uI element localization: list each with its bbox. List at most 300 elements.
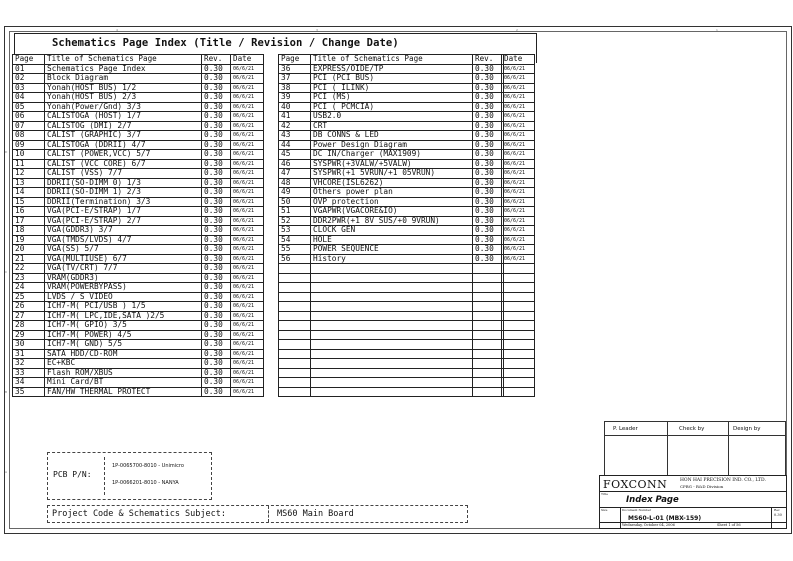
page-number: 30 — [13, 340, 45, 350]
page-title-cell: ICH7-M( POWER) 4/5 — [45, 330, 202, 340]
page-number: 04 — [13, 93, 45, 103]
table-row — [13, 169, 264, 179]
empty-row — [279, 349, 535, 359]
page-number: 08 — [13, 131, 45, 141]
date-cell: 06/6/21 — [231, 216, 264, 226]
page-number: 05 — [13, 102, 45, 112]
page-title-cell: CALISTOGA (DDRII) 4/7 — [45, 140, 202, 150]
zone-marker-side: B — [5, 390, 8, 394]
table-row — [13, 188, 264, 198]
table-row — [13, 74, 264, 84]
page-title-cell: DDRII(SO-DIMM 0) 1/3 — [45, 178, 202, 188]
zone-marker-side: C — [5, 270, 8, 274]
page-title-cell: ICH7-M( LPC,IDE,SATA )2/5 — [45, 311, 202, 321]
page-title-cell: Yonah(HOST BUS) 1/2 — [45, 83, 202, 93]
empty-cell — [504, 93, 535, 103]
page-title-cell: DB CONNS & LED — [311, 131, 473, 141]
empty-row — [504, 169, 535, 179]
page-title-cell: PCI (MS) — [311, 93, 473, 103]
revision-cell: 0.30 — [473, 131, 502, 141]
empty-row — [504, 321, 535, 331]
table-row — [13, 321, 264, 331]
company-division: CPBG - R&D Division — [680, 484, 724, 489]
revision-cell: 0.30 — [202, 292, 231, 302]
page-title-cell: VGA(SS) 5/7 — [45, 245, 202, 255]
table-row — [13, 264, 264, 274]
empty-row — [504, 264, 535, 274]
empty-row — [504, 235, 535, 245]
empty-cell — [504, 340, 535, 350]
page-number: 10 — [13, 150, 45, 160]
table-row — [13, 283, 264, 293]
empty-row — [504, 55, 535, 65]
page-number: 14 — [13, 188, 45, 198]
table-row — [279, 121, 535, 131]
empty-row — [279, 359, 535, 369]
page-number: 49 — [279, 188, 311, 198]
empty-cell — [504, 349, 535, 359]
table-row — [13, 387, 264, 397]
date-cell: 06/6/21 — [502, 235, 535, 245]
page-title: Schematics Page Index (Title / Revision / Change Date) — [52, 37, 399, 49]
signoff-rule — [605, 435, 785, 436]
date-cell: 06/6/21 — [231, 387, 264, 397]
revision-cell: 0.30 — [202, 254, 231, 264]
column-header-title: Title of Schematics Page — [311, 55, 473, 65]
revision-cell: 0.30 — [202, 64, 231, 74]
revision-cell: 0.30 — [202, 188, 231, 198]
revision-cell: 0.30 — [473, 112, 502, 122]
page-title-cell: EXPRESS/OIDE/TP — [311, 64, 473, 74]
empty-row — [504, 112, 535, 122]
revision-cell: 0.30 — [473, 64, 502, 74]
table-row — [279, 74, 535, 84]
revision-cell: 0.30 — [473, 150, 502, 160]
date-cell: 06/6/21 — [502, 178, 535, 188]
revision-cell: 0.30 — [473, 235, 502, 245]
page-number: 24 — [13, 283, 45, 293]
date-cell: 06/6/21 — [502, 226, 535, 236]
date-cell: 06/6/21 — [231, 273, 264, 283]
page-title-cell: SYSPWR(+1 5VRUN/+1 05VRUN) — [311, 169, 473, 179]
page-number: 07 — [13, 121, 45, 131]
page-title-cell: VRAM(GDDR3) — [45, 273, 202, 283]
page-number: 01 — [13, 64, 45, 74]
table-row — [13, 150, 264, 160]
empty-row — [279, 387, 535, 397]
empty-row — [504, 74, 535, 84]
table-row — [13, 121, 264, 131]
revision-cell: 0.30 — [202, 226, 231, 236]
empty-cell — [504, 159, 535, 169]
page-number: 25 — [13, 292, 45, 302]
empty-cell — [311, 292, 473, 302]
page-number: 37 — [279, 74, 311, 84]
page-name: Index Page — [626, 495, 679, 505]
revision-cell: 0.30 — [202, 216, 231, 226]
table-row — [13, 112, 264, 122]
empty-cell — [311, 264, 473, 274]
project-box — [47, 505, 468, 523]
page-title-cell: History — [311, 254, 473, 264]
empty-cell — [473, 340, 502, 350]
revision-cell: 0.30 — [202, 159, 231, 169]
empty-cell — [279, 283, 311, 293]
rev-value: 0.30 — [774, 513, 782, 517]
table-row — [279, 169, 535, 179]
empty-cell — [504, 387, 535, 397]
page-title-cell: Schematics Page Index — [45, 64, 202, 74]
page-title-cell: Flash ROM/XBUS — [45, 368, 202, 378]
page-number: 22 — [13, 264, 45, 274]
empty-row — [504, 64, 535, 74]
date-cell: 06/6/21 — [502, 140, 535, 150]
empty-cell — [504, 178, 535, 188]
revision-cell: 0.30 — [202, 340, 231, 350]
revision-cell: 0.30 — [473, 245, 502, 255]
date-cell: 06/6/21 — [502, 207, 535, 217]
title-block-divider — [620, 507, 621, 528]
empty-row — [504, 102, 535, 112]
page-title-cell: PCI (PCI BUS) — [311, 74, 473, 84]
page-number: 16 — [13, 207, 45, 217]
revision-cell: 0.30 — [473, 188, 502, 198]
table-row — [13, 292, 264, 302]
empty-cell — [279, 359, 311, 369]
revision-cell: 0.30 — [202, 359, 231, 369]
empty-cell — [279, 273, 311, 283]
empty-cell — [279, 302, 311, 312]
table-row — [13, 131, 264, 141]
date-cell: 06/6/21 — [231, 150, 264, 160]
empty-row — [504, 178, 535, 188]
revision-cell: 0.30 — [202, 93, 231, 103]
zone-marker-top: 2 — [516, 28, 518, 32]
empty-row — [504, 131, 535, 141]
page-number: 20 — [13, 245, 45, 255]
table-row — [13, 159, 264, 169]
empty-cell — [504, 140, 535, 150]
page-title-cell: CALISTOGA (HOST) 1/7 — [45, 112, 202, 122]
page-number: 18 — [13, 226, 45, 236]
empty-row — [504, 283, 535, 293]
page-number: 03 — [13, 83, 45, 93]
empty-cell — [504, 273, 535, 283]
date-cell: 06/6/21 — [231, 302, 264, 312]
page-title-cell: PCI ( PCMCIA) — [311, 102, 473, 112]
page-title-cell: CALIST (VCC CORE) 6/7 — [45, 159, 202, 169]
page-number: 46 — [279, 159, 311, 169]
title-field-label: Title — [601, 492, 608, 496]
table-row — [279, 188, 535, 198]
date-cell: 06/6/21 — [231, 245, 264, 255]
empty-row — [279, 378, 535, 388]
date-value: Wednesday, October 04, 2006 — [622, 523, 675, 527]
revision-cell: 0.30 — [202, 207, 231, 217]
company-logo: FOXCONN — [603, 478, 668, 491]
page-title-cell: SATA HDD/CD-ROM — [45, 349, 202, 359]
page-number: 19 — [13, 235, 45, 245]
page-title-cell: VRAM(POWERBYPASS) — [45, 283, 202, 293]
empty-row — [504, 330, 535, 340]
revision-cell: 0.30 — [202, 321, 231, 331]
page-number: 54 — [279, 235, 311, 245]
empty-cell — [504, 330, 535, 340]
page-title-cell: CALISTOG (DMI) 2/7 — [45, 121, 202, 131]
page-title-cell: FAN/HW THERMAL PROTECT — [45, 387, 202, 397]
empty-cell — [473, 349, 502, 359]
empty-row — [504, 292, 535, 302]
table-row — [279, 112, 535, 122]
page-number: 43 — [279, 131, 311, 141]
page-title-cell: EC+KBC — [45, 359, 202, 369]
revision-cell: 0.30 — [202, 197, 231, 207]
table-row — [279, 197, 535, 207]
empty-row — [279, 302, 535, 312]
table-row — [279, 178, 535, 188]
revision-cell: 0.30 — [202, 74, 231, 84]
page-number: 36 — [279, 64, 311, 74]
page-number: 39 — [279, 93, 311, 103]
project-divider — [268, 506, 270, 522]
empty-cell — [504, 216, 535, 226]
table-row — [13, 378, 264, 388]
page-number: 45 — [279, 150, 311, 160]
revision-cell: 0.30 — [202, 349, 231, 359]
table-row — [13, 83, 264, 93]
revision-cell: 0.30 — [473, 216, 502, 226]
revision-cell: 0.30 — [202, 378, 231, 388]
table-row — [279, 102, 535, 112]
page-number: 51 — [279, 207, 311, 217]
empty-cell — [311, 321, 473, 331]
date-cell: 06/6/21 — [231, 112, 264, 122]
table-row — [13, 197, 264, 207]
empty-cell — [504, 264, 535, 274]
empty-cell — [279, 368, 311, 378]
page-number: 55 — [279, 245, 311, 255]
empty-cell — [311, 311, 473, 321]
header-row — [13, 55, 264, 65]
page-number: 44 — [279, 140, 311, 150]
empty-row — [279, 340, 535, 350]
empty-cell — [504, 188, 535, 198]
empty-cell — [279, 330, 311, 340]
revision-cell: 0.30 — [202, 283, 231, 293]
empty-cell — [504, 131, 535, 141]
empty-cell — [473, 292, 502, 302]
empty-cell — [504, 283, 535, 293]
page-number: 26 — [13, 302, 45, 312]
empty-row — [504, 188, 535, 198]
page-title-cell: CALIST (GRAPHIC) 3/7 — [45, 131, 202, 141]
index-table-left — [12, 54, 264, 397]
empty-row — [504, 340, 535, 350]
table-row — [279, 93, 535, 103]
page-number: 29 — [13, 330, 45, 340]
table-row — [13, 273, 264, 283]
project-label: Project Code & Schematics Subject: — [52, 509, 226, 519]
date-cell: 06/6/21 — [231, 235, 264, 245]
page-number: 42 — [279, 121, 311, 131]
empty-row — [504, 349, 535, 359]
empty-cell — [311, 359, 473, 369]
date-cell: 06/6/21 — [231, 311, 264, 321]
empty-row — [504, 150, 535, 160]
table-row — [13, 64, 264, 74]
column-header-rev: Rev. — [473, 55, 502, 65]
empty-cell — [311, 378, 473, 388]
empty-cell — [279, 321, 311, 331]
empty-cell — [473, 387, 502, 397]
date-cell: 06/6/21 — [231, 131, 264, 141]
page-number: 50 — [279, 197, 311, 207]
page-title-cell: DDRII(Termination) 3/3 — [45, 197, 202, 207]
page-number: 33 — [13, 368, 45, 378]
empty-cell — [279, 387, 311, 397]
date-cell: 06/6/21 — [502, 102, 535, 112]
revision-cell: 0.30 — [202, 245, 231, 255]
empty-cell — [473, 311, 502, 321]
date-cell: 06/6/21 — [502, 169, 535, 179]
sheet-value: Sheet 1 of 56 — [717, 523, 741, 527]
date-cell: 06/6/21 — [231, 169, 264, 179]
empty-cell — [473, 359, 502, 369]
empty-row — [504, 216, 535, 226]
date-cell: 06/6/21 — [231, 359, 264, 369]
page-title-cell: Block Diagram — [45, 74, 202, 84]
empty-row — [504, 368, 535, 378]
page-number: 31 — [13, 349, 45, 359]
doc-number: MS60-L-01 (MBX-159) — [628, 515, 702, 522]
empty-row — [504, 273, 535, 283]
revision-cell: 0.30 — [202, 121, 231, 131]
revision-cell: 0.30 — [473, 197, 502, 207]
table-row — [13, 302, 264, 312]
page-title-cell: OVP protection — [311, 197, 473, 207]
empty-row — [279, 292, 535, 302]
empty-cell — [504, 368, 535, 378]
empty-cell — [279, 340, 311, 350]
date-cell: 06/6/21 — [231, 254, 264, 264]
empty-cell — [279, 349, 311, 359]
table-row — [13, 254, 264, 264]
empty-cell — [279, 311, 311, 321]
revision-cell: 0.30 — [473, 93, 502, 103]
date-cell: 06/6/21 — [231, 178, 264, 188]
table-row — [13, 140, 264, 150]
page-number: 52 — [279, 216, 311, 226]
empty-row — [504, 93, 535, 103]
empty-cell — [504, 112, 535, 122]
empty-cell — [504, 121, 535, 131]
page-title-cell: POWER SEQUENCE — [311, 245, 473, 255]
date-cell: 06/6/21 — [231, 349, 264, 359]
date-cell: 06/6/21 — [502, 150, 535, 160]
empty-row — [504, 207, 535, 217]
page-number: 06 — [13, 112, 45, 122]
empty-cell — [311, 273, 473, 283]
date-cell: 06/6/21 — [231, 188, 264, 198]
page-title-cell: ICH7-M( GPIO) 3/5 — [45, 321, 202, 331]
empty-cell — [504, 245, 535, 255]
table-row — [13, 178, 264, 188]
revision-cell: 0.30 — [473, 178, 502, 188]
empty-cell — [504, 83, 535, 93]
revision-cell: 0.30 — [202, 140, 231, 150]
date-cell: 06/6/21 — [231, 159, 264, 169]
revision-cell: 0.30 — [473, 169, 502, 179]
empty-cell — [504, 207, 535, 217]
table-row — [279, 83, 535, 93]
empty-cell — [279, 264, 311, 274]
table-row — [13, 102, 264, 112]
revision-cell: 0.30 — [473, 83, 502, 93]
empty-cell — [504, 359, 535, 369]
revision-cell: 0.30 — [202, 131, 231, 141]
revision-cell: 0.30 — [202, 150, 231, 160]
empty-row — [504, 140, 535, 150]
date-cell: 06/6/21 — [231, 283, 264, 293]
signoff-box — [604, 421, 786, 476]
date-cell: 06/6/21 — [502, 64, 535, 74]
empty-row — [504, 254, 535, 264]
page-number: 23 — [13, 273, 45, 283]
pcb-part-number-box — [47, 452, 212, 500]
table-row — [279, 159, 535, 169]
revision-cell: 0.30 — [202, 178, 231, 188]
index-right-rule — [536, 33, 537, 63]
date-cell: 06/6/21 — [502, 188, 535, 198]
page-number: 13 — [13, 178, 45, 188]
revision-cell: 0.30 — [202, 311, 231, 321]
company-name: HON HAI PRECISION IND. CO., LTD. — [680, 478, 766, 483]
revision-cell: 0.30 — [202, 112, 231, 122]
empty-row — [504, 197, 535, 207]
page-title-cell: HOLE — [311, 235, 473, 245]
index-table-empty-columns — [503, 54, 535, 397]
empty-row — [279, 321, 535, 331]
page-number: 48 — [279, 178, 311, 188]
date-cell: 06/6/21 — [231, 74, 264, 84]
page-title-cell: VGA(MULTIUSE) 6/7 — [45, 254, 202, 264]
pcb-number-2: 1P-0066201-8010 - NANYA — [112, 480, 179, 486]
page-title-cell: DDRII(SO-DIMM 1) 2/3 — [45, 188, 202, 198]
table-row — [13, 349, 264, 359]
leader-label: P. Leader — [613, 426, 638, 432]
date-cell: 06/6/21 — [231, 226, 264, 236]
page-title-cell: CLOCK GEN — [311, 226, 473, 236]
column-header-page: Page — [13, 55, 45, 65]
table-row — [279, 207, 535, 217]
doc-number-label: Document Number — [622, 508, 652, 512]
date-cell: 06/6/21 — [231, 330, 264, 340]
pcb-number-1: 1P-0065700-8010 - Unimicro — [112, 463, 184, 469]
page-title-cell: CALIST (POWER,VCC) 5/7 — [45, 150, 202, 160]
page-title-cell: PCI ( ILINK) — [311, 83, 473, 93]
pcb-divider — [104, 457, 106, 495]
revision-cell: 0.30 — [202, 264, 231, 274]
date-cell: 06/6/21 — [502, 93, 535, 103]
empty-cell — [279, 378, 311, 388]
revision-cell: 0.30 — [473, 74, 502, 84]
empty-cell — [311, 283, 473, 293]
empty-cell — [311, 387, 473, 397]
page-number: 09 — [13, 140, 45, 150]
empty-cell — [473, 283, 502, 293]
page-title-cell: CALIST (VSS) 7/7 — [45, 169, 202, 179]
empty-cell — [504, 311, 535, 321]
